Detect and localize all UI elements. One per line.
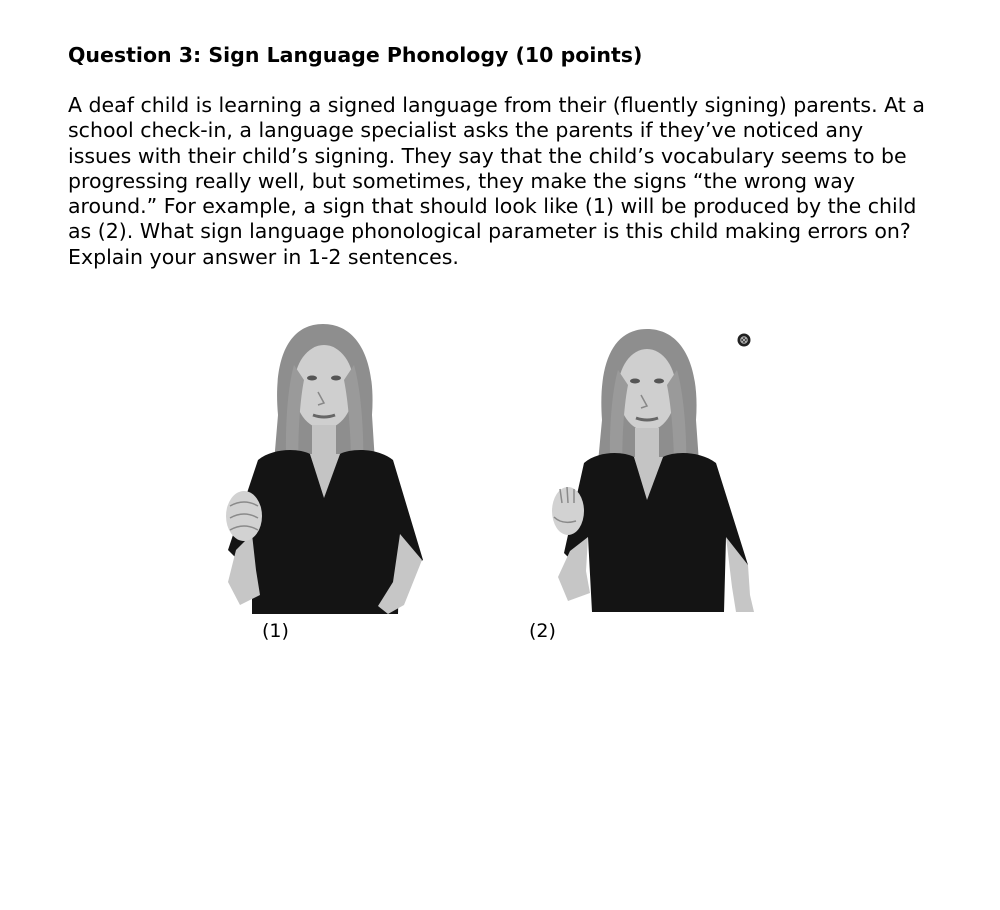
- sign-photo-1: [218, 320, 433, 614]
- question-text: A deaf child is learning a signed language from their (fluently signing) parents. At a school check-in, a language specialist asks the parents if they’ve noticed any issues with their child’s signing. They say that the child’s vocabulary seems to be progressing really well, but sometimes, they make the signs “the wrong way around.” For example, a sign that should look like (1) will be produced by the child as (2). What sign language phonological parameter is this child making errors on? Explain your answer in 1-2 sentences.: [68, 93, 925, 269]
- circle-marker-icon: [737, 333, 751, 347]
- sign-photo-2: [540, 325, 760, 612]
- question-title: Question 3: Sign Language Phonology (10 points): [68, 43, 643, 67]
- figure-1-caption: (1): [262, 620, 289, 642]
- figure-2-caption: (2): [529, 620, 556, 642]
